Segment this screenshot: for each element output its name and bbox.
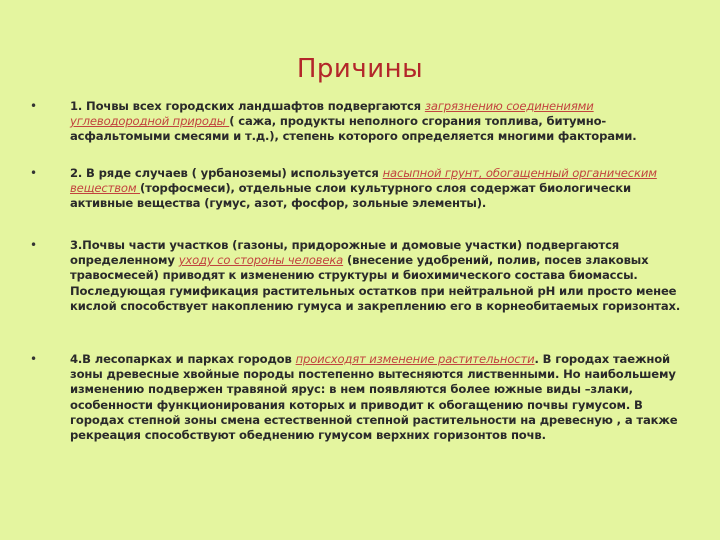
bullet-icon: •: [30, 166, 38, 180]
item-text-before: 3.Почвы части участков (газоны, придорожные и домовые участки) подвергаются определенному: [70, 238, 620, 268]
bullet-icon: •: [30, 99, 38, 113]
item-text-highlight: загрязнению соединениями углеводородной природы: [70, 99, 594, 129]
bullet-icon: •: [30, 352, 38, 366]
bullet-icon: •: [30, 238, 38, 252]
item-text-after: (торфосмеси), отдельные слои культурного слоя содержат биологически активные вещества (гумус, азот, фосфор, зольные элементы).: [70, 181, 631, 211]
item-text-after: ( сажа, продукты неполного сгорания топлива, битумно-асфальтомыми смесями и т.д.), степень которого определяется многими факторами.: [70, 114, 637, 144]
item-text-after: . В городах таежной зоны древесные хвойные породы постепенно вытесняются лиственными. Но наибольшему изменению подвержен травяной ярус: в нем появляются более южные виды –злаки, особенности функционирования которых и приводит к обогащению почвы гумусом. В городах степной зоны смена естественной степной растительности на древесную , а также рекреация способствуют обеднению гумусом верхних горизонтов почв.: [70, 352, 678, 443]
item-text-highlight: насыпной грунт, обогащенный органическим веществом: [70, 166, 657, 196]
item-text: [70, 99, 682, 145]
item-text-highlight: уходу со стороны человека: [178, 253, 344, 268]
item-text: [70, 352, 682, 443]
item-text-after: (внесение удобрений, полив, посев злаковых травосмесей) приводят к изменению структуры и биохимического состава биомассы. Последующая гумификация растительных остатков при нейтральной рН или просто менее кислой способствует накоплению гумуса и закреплению его в корнеобитаемых горизонтах.: [70, 253, 681, 313]
item-text-before: 2. В ряде случаев ( урбанοземы) используется: [70, 166, 383, 180]
item-text: [70, 238, 682, 314]
item-text-before: 1. Почвы всех городских ландшафтов подвергаются: [70, 99, 425, 113]
item-text: [70, 166, 682, 212]
slide-title: Причины: [296, 54, 424, 84]
item-text-before: 4.В лесопарках и парках городов: [70, 352, 296, 366]
item-text-highlight: происходят изменение растительности: [295, 352, 535, 366]
